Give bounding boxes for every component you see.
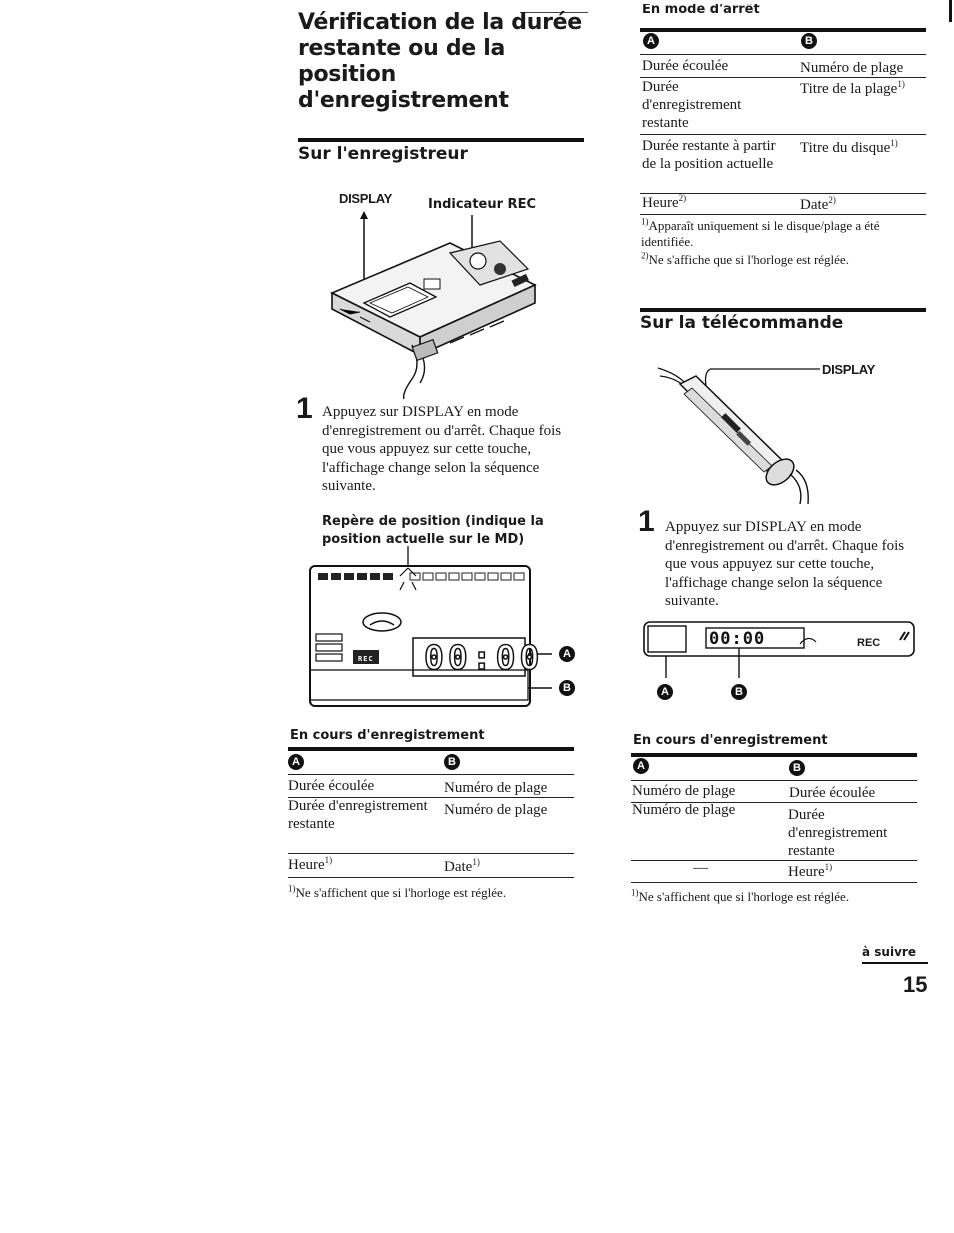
- recorder-lcd-display: [300, 546, 582, 710]
- table-row: Durée restante à partir de la position actuelle: [642, 138, 776, 172]
- table-row: Durée écoulée: [288, 778, 375, 794]
- row-divider: [640, 134, 926, 135]
- label-rec-indicator: Indicateur REC: [428, 197, 536, 212]
- table-row: Durée d'enregistrement restante: [642, 79, 742, 131]
- step-text-remote: Appuyez sur DISPLAY en mode d'enregistrement ou d'arrêt. Chaque fois que vous appuyez sur cette touche, l'affichage change selon la séquence suivante.: [665, 519, 905, 609]
- lcd-rec-icon: REC: [358, 655, 374, 663]
- footnote-stop-2: $^{2)}$Ne s'affiche que si l'horloge est réglée.: [641, 250, 849, 267]
- footnote-right: $^{1)}$Ne s'affichent que si l'horloge est réglée.: [631, 887, 850, 904]
- col-badge-b-right: B: [789, 760, 805, 776]
- remote-lcd-digits: 00:00: [709, 629, 766, 649]
- section-rule-right: [640, 308, 926, 312]
- col-badge-a-left: A: [288, 754, 304, 770]
- section-heading-recorder: Sur l'enregistreur: [298, 144, 468, 164]
- table-row: Heure$^{1)}$: [288, 855, 333, 873]
- table-row: Titre du disque$^{1)}$: [800, 138, 898, 156]
- row-divider: [631, 882, 917, 883]
- table-row: Durée écoulée: [642, 58, 729, 74]
- margin-bar: [949, 0, 952, 22]
- footnote-left: $^{1)}$Ne s'affichent que si l'horloge est réglée.: [288, 883, 507, 900]
- label-display-recorder: DISPLAY: [339, 191, 393, 206]
- table-rule-left: [288, 747, 574, 751]
- table-row: Durée écoulée: [789, 785, 876, 801]
- section-rule-left: [298, 138, 584, 142]
- lcd-time-digits: 00:00: [424, 638, 544, 677]
- table-row: Numéro de plage: [444, 780, 548, 796]
- row-divider: [640, 214, 926, 215]
- table-rule-stop: [640, 28, 926, 32]
- table-header-line-left: [288, 774, 574, 775]
- table-header-line-stop: [640, 54, 926, 55]
- remote-illustration: [650, 358, 825, 508]
- remote-lcd-rec: REC: [857, 637, 881, 649]
- col-badge-a-stop: A: [643, 33, 659, 49]
- lcd-badge-b: B: [559, 680, 575, 696]
- table-row: Date$^{2)}$: [800, 195, 836, 213]
- recorder-illustration: [300, 205, 545, 400]
- table-row: Heure$^{2)}$: [642, 193, 687, 211]
- section-heading-remote: Sur la télécommande: [640, 313, 844, 333]
- label-display-remote: DISPLAY: [822, 362, 876, 377]
- remote-lcd-badge-a: A: [657, 684, 673, 700]
- table-heading-stop: En mode d'arrêt: [642, 4, 760, 17]
- table-row: Numéro de plage: [800, 60, 904, 76]
- step-number-recorder: 1: [296, 392, 313, 425]
- table-row: Heure$^{1)}$: [788, 862, 833, 880]
- col-badge-b-stop: B: [801, 33, 817, 49]
- step-number-remote: 1: [638, 505, 655, 538]
- page-number: 15: [903, 972, 928, 997]
- row-divider: [288, 853, 574, 854]
- footnote-stop-1: $^{1)}$Apparaît uniquement si le disque/plage a été identifiée.: [641, 216, 880, 249]
- table-row: Titre de la plage$^{1)}$: [800, 79, 905, 97]
- table-heading-recording-right: En cours d'enregistrement: [633, 733, 828, 748]
- col-badge-b-left: B: [444, 754, 460, 770]
- table-row: —: [693, 860, 708, 876]
- row-divider: [288, 877, 574, 878]
- table-row: Numéro de plage: [632, 783, 736, 799]
- row-divider: [631, 860, 917, 861]
- remote-lcd-badge-b: B: [731, 684, 747, 700]
- continued-label: à suivre: [862, 945, 916, 959]
- table-header-line-right: [631, 780, 917, 781]
- table-row: Numéro de plage: [444, 802, 548, 818]
- continued-rule: [862, 962, 928, 964]
- table-row: Numéro de plage: [632, 802, 736, 818]
- step-text-recorder: Appuyez sur DISPLAY en mode d'enregistrement ou d'arrêt. Chaque fois que vous appuyez sur cette touche, l'affichage change selon la séquence suivante.: [322, 404, 562, 494]
- col-badge-a-right: A: [633, 758, 649, 774]
- position-marker-caption: Repère de position (indique la position actuelle sur le MD): [322, 514, 544, 547]
- table-heading-recording-left: En cours d'enregistrement: [290, 728, 485, 743]
- table-row: Durée d'enregistrement restante: [788, 807, 888, 859]
- table-row: Date$^{1)}$: [444, 857, 480, 875]
- table-row: Durée d'enregistrement restante: [288, 798, 428, 832]
- page-title: Vérification de la durée restante ou de la position d'enregistrement: [298, 10, 582, 113]
- table-rule-right: [631, 753, 917, 757]
- lcd-badge-a: A: [559, 646, 575, 662]
